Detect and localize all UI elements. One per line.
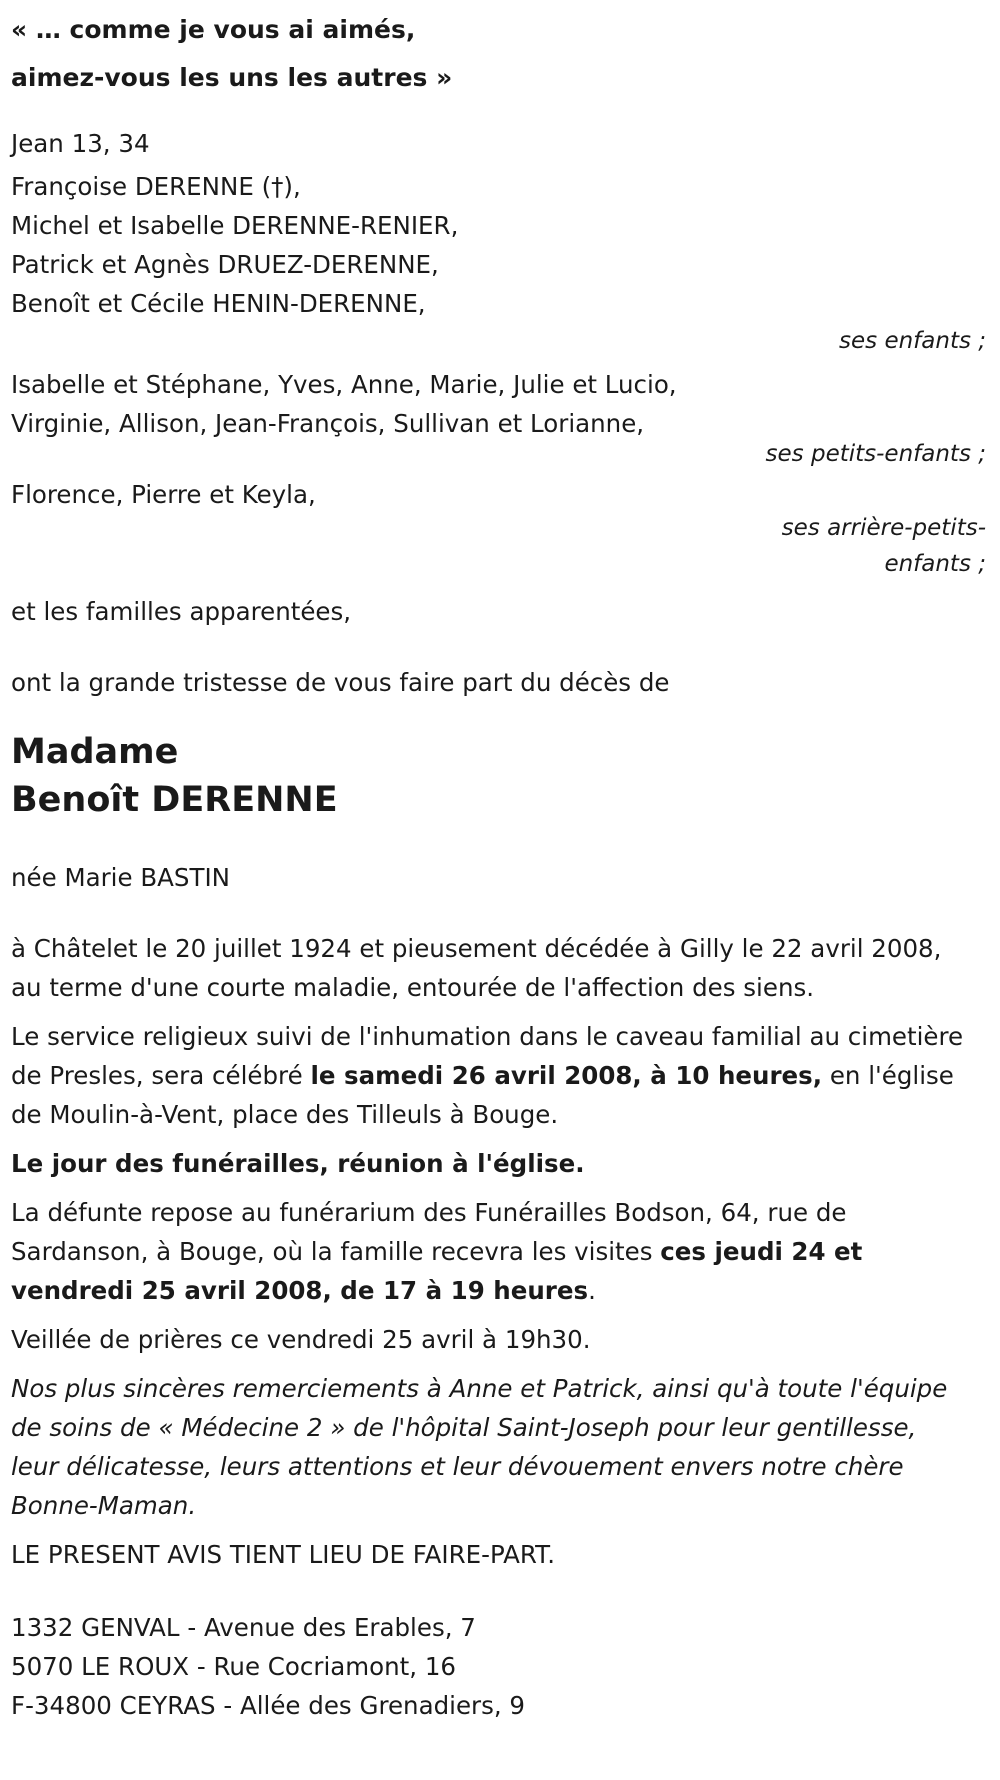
service-date: le samedi 26 avril 2008, à 10 heures, (310, 1061, 823, 1090)
children-role: ses enfants ; (839, 328, 986, 354)
quote-reference: Jean 13, 34 (11, 129, 150, 158)
address-line: 5070 LE ROUX - Rue Cocriamont, 16 (11, 1652, 457, 1681)
grandchild-names: Isabelle et Stéphane, Yves, Anne, Marie, Julie et Lucio, (11, 370, 677, 399)
children-list (11, 167, 986, 359)
address-line: F-34800 CEYRAS - Allée des Grenadiers, 9 (11, 1691, 526, 1720)
funeral-meeting: Le jour des funérailles, réunion à l'église. (11, 1149, 585, 1178)
family-addresses (11, 1608, 971, 1725)
visitation-text: La défunte repose au funérarium des Funérailles Bodson, 64, rue de Sardanson, à Bouge, où la famille recevra les visites (11, 1198, 847, 1266)
great-grandchildren-role (11, 510, 986, 582)
birth-death-details: à Châtelet le 20 juillet 1924 et pieusement décédée à Gilly le 22 avril 2008, au terme d'une courte maladie, entourée de l'affection des siens. (11, 934, 942, 1002)
child-name: Françoise DERENNE (†), (11, 172, 301, 201)
child-name: Michel et Isabelle DERENNE-RENIER, (11, 211, 459, 240)
deceased-title: Madame (11, 732, 179, 772)
great-grandchild-names: Florence, Pierre et Keyla, (11, 480, 316, 509)
obituary-notice (11, 0, 986, 1725)
funeral-service (11, 1017, 971, 1134)
grandchildren-list (11, 365, 986, 469)
child-name: Patrick et Agnès DRUEZ-DERENNE, (11, 250, 439, 279)
announcement: ont la grande tristesse de vous faire part du décès de (11, 668, 670, 697)
bible-quote (11, 6, 971, 102)
deceased-name-block (11, 728, 971, 824)
great-grandchildren-role-line-1: ses arrière-petits- (781, 515, 986, 541)
quote-line-1: « … comme je vous ai aimés, (11, 15, 416, 44)
related-families: et les familles apparentées, (11, 597, 352, 626)
visitation-dates: ces jeudi 24 et vendredi 25 avril 2008, de 17 à 19 heures (11, 1237, 863, 1305)
service-location: en l'église de Moulin-à-Vent, place des Tilleuls à Bouge. (11, 1061, 954, 1129)
great-grandchildren-list (11, 475, 986, 582)
address-line: 1332 GENVAL - Avenue des Erables, 7 (11, 1613, 476, 1642)
child-name: Benoît et Cécile HENIN-DERENNE, (11, 289, 426, 318)
prayer-vigil: Veillée de prières ce vendredi 25 avril à 19h30. (11, 1325, 591, 1354)
born-name: née Marie BASTIN (11, 863, 230, 892)
service-text: Le service religieux suivi de l'inhumation dans le caveau familial au cimetière de Presles, sera célébré (11, 1022, 964, 1090)
notice-statement: LE PRESENT AVIS TIENT LIEU DE FAIRE-PART. (11, 1540, 556, 1569)
deceased-name: Benoît DERENNE (11, 780, 338, 820)
grandchildren-role: ses petits-enfants ; (765, 441, 986, 467)
grandchild-names: Virginie, Allison, Jean-François, Sullivan et Lorianne, (11, 409, 645, 438)
great-grandchildren-role-line-2: enfants ; (884, 551, 986, 577)
thanks-message: Nos plus sincères remerciements à Anne et Patrick, ainsi qu'à toute l'équipe de soins de « Médecine 2 » de l'hôpital Saint-Joseph pour leur gentillesse, leur délicatesse, leurs attentions et leur dévouement envers notre chère Bonne-Maman. (11, 1374, 948, 1520)
quote-line-2: aimez-vous les uns les autres » (11, 63, 453, 92)
visitation (11, 1193, 971, 1310)
visitation-end: . (588, 1276, 596, 1305)
